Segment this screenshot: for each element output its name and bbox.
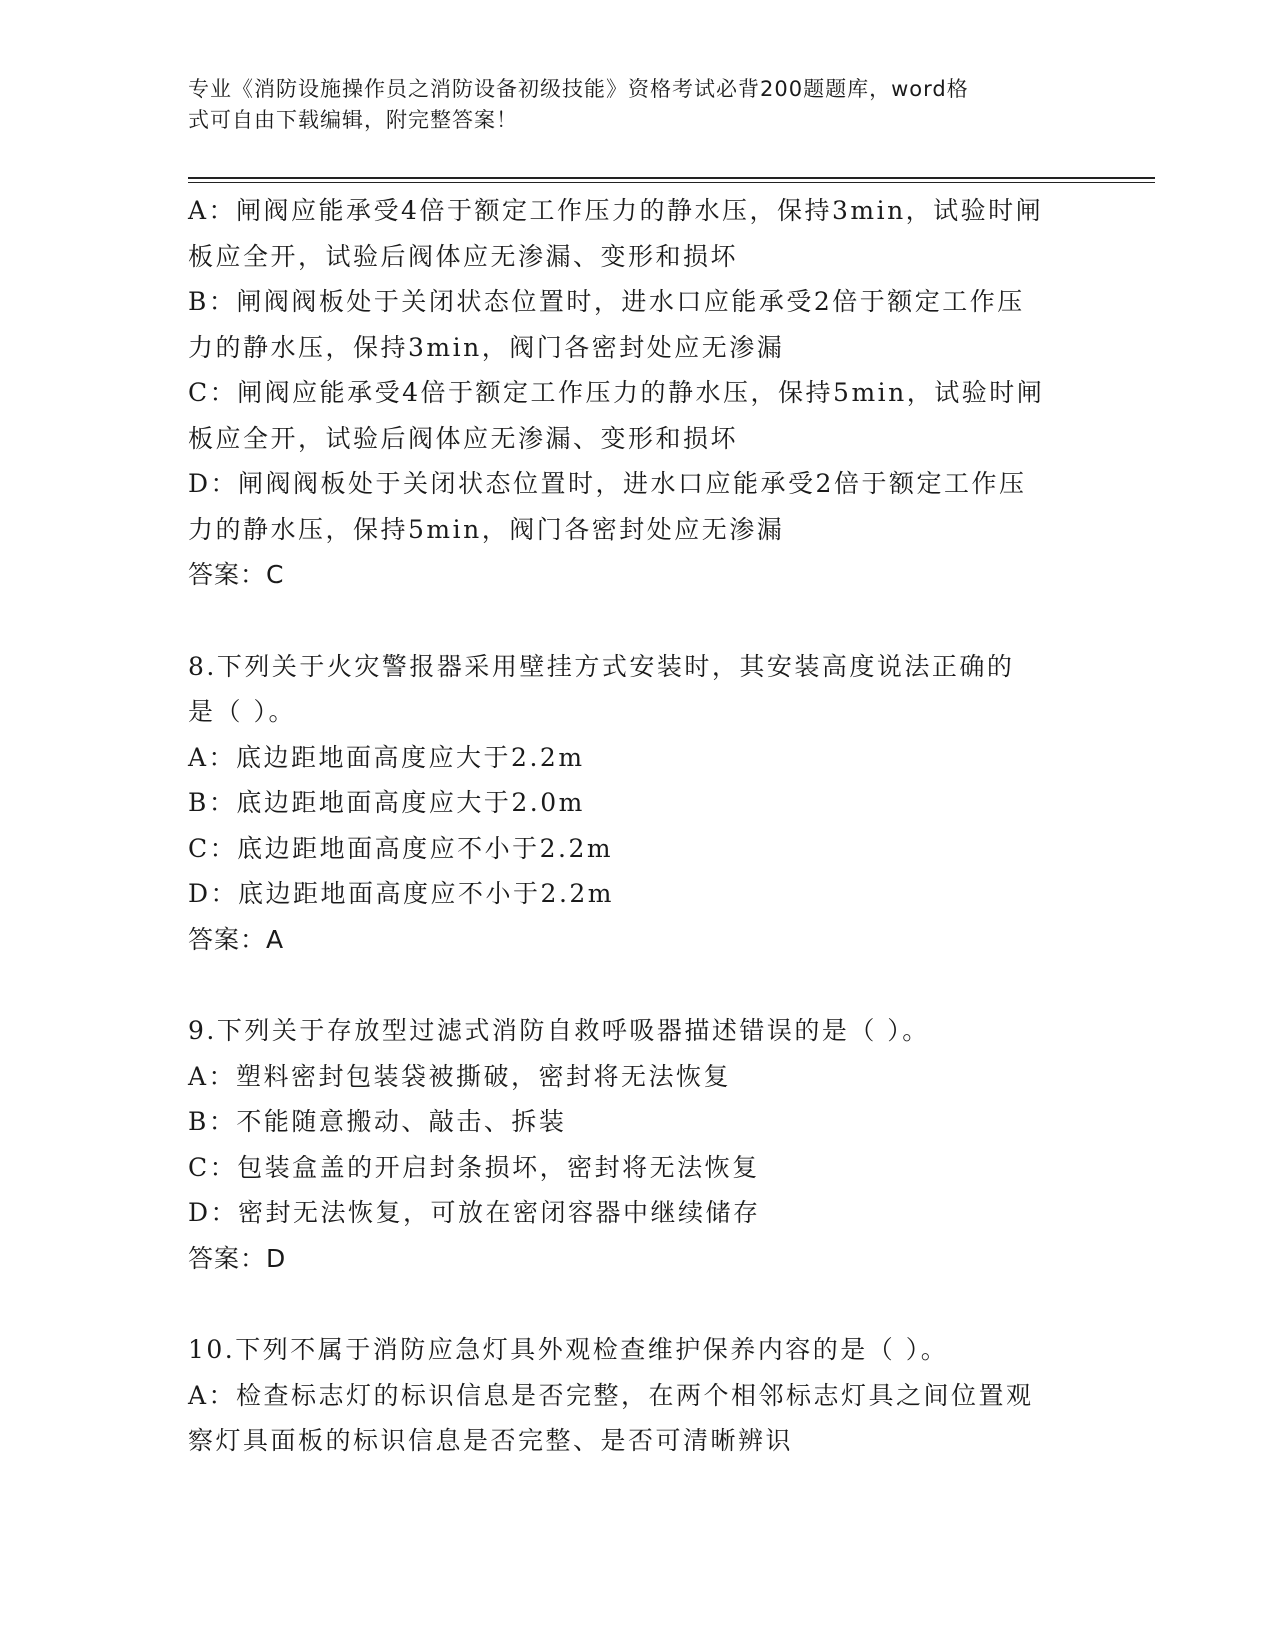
answer-line: 答案：A	[188, 924, 285, 954]
option-c: C：底边距地面高度应不小于2.2m	[188, 833, 614, 863]
option-d-line-1: D：闸阀阀板处于关闭状态位置时，进水口应能承受2倍于额定工作压	[188, 469, 1027, 498]
question-10-block	[188, 1327, 1088, 1464]
option-b: B：底边距地面高度应大于2.0m	[188, 788, 585, 817]
question-text: 9.下列关于存放型过滤式消防自救呼吸器描述错误的是（ ）。	[188, 1016, 930, 1045]
option-a-line-2: 察灯具面板的标识信息是否完整、是否可清晰辨识	[188, 1426, 794, 1455]
option-c: C：包装盒盖的开启封条损坏，密封将无法恢复	[188, 1152, 760, 1182]
question-text-line-2: 是（ ）。	[188, 697, 296, 726]
option-b-line-2: 力的静水压，保持3min，阀门各密封处应无渗漏	[188, 332, 785, 362]
spacer	[188, 962, 1088, 1008]
header-line-1: 专业《消防设施操作员之消防设备初级技能》资格考试必背200题题库，word格	[188, 77, 969, 101]
document-body	[188, 188, 1088, 1464]
option-c-line-1: C：闸阀应能承受4倍于额定工作压力的静水压，保持5min，试验时闸	[188, 378, 1045, 407]
question-text-line-1: 8.下列关于火灾警报器采用壁挂方式安装时，其安装高度说法正确的	[188, 651, 1015, 681]
option-d-line-2: 力的静水压，保持5min，阀门各密封处应无渗漏	[188, 514, 785, 544]
option-d: D：密封无法恢复，可放在密闭容器中继续储存	[188, 1198, 761, 1227]
option-d: D：底边距地面高度应不小于2.2m	[188, 879, 615, 908]
answer-line: 答案：C	[188, 560, 285, 589]
option-a-line-2: 板应全开，试验后阀体应无渗漏、变形和损坏	[188, 241, 739, 271]
option-c-line-2: 板应全开，试验后阀体应无渗漏、变形和损坏	[188, 423, 739, 453]
header-line-2: 式可自由下载编辑，附完整答案！	[188, 108, 518, 132]
answer-line: 答案：D	[188, 1243, 287, 1273]
option-b-line-1: B：闸阀阀板处于关闭状态位置时，进水口应能承受2倍于额定工作压	[188, 287, 1025, 316]
question-9-block	[188, 1008, 1088, 1281]
spacer	[188, 598, 1088, 644]
question-8-block	[188, 644, 1088, 963]
option-a: A：塑料密封包装袋被撕破，密封将无法恢复	[188, 1061, 732, 1091]
option-a-line-1: A：闸阀应能承受4倍于额定工作压力的静水压，保持3min，试验时闸	[188, 196, 1044, 225]
option-b: B：不能随意搬动、敲击、拆装	[188, 1107, 567, 1136]
question-7-block	[188, 188, 1088, 598]
question-text: 10.下列不属于消防应急灯具外观检查维护保养内容的是（ ）。	[188, 1335, 949, 1364]
document-header	[188, 74, 1068, 136]
header-divider-thick	[188, 177, 1155, 179]
option-a-line-1: A：检查标志灯的标识信息是否完整，在两个相邻标志灯具之间位置观	[188, 1380, 1034, 1410]
option-a: A：底边距地面高度应大于2.2m	[188, 742, 585, 772]
header-divider-thin	[188, 182, 1155, 183]
spacer	[188, 1281, 1088, 1327]
